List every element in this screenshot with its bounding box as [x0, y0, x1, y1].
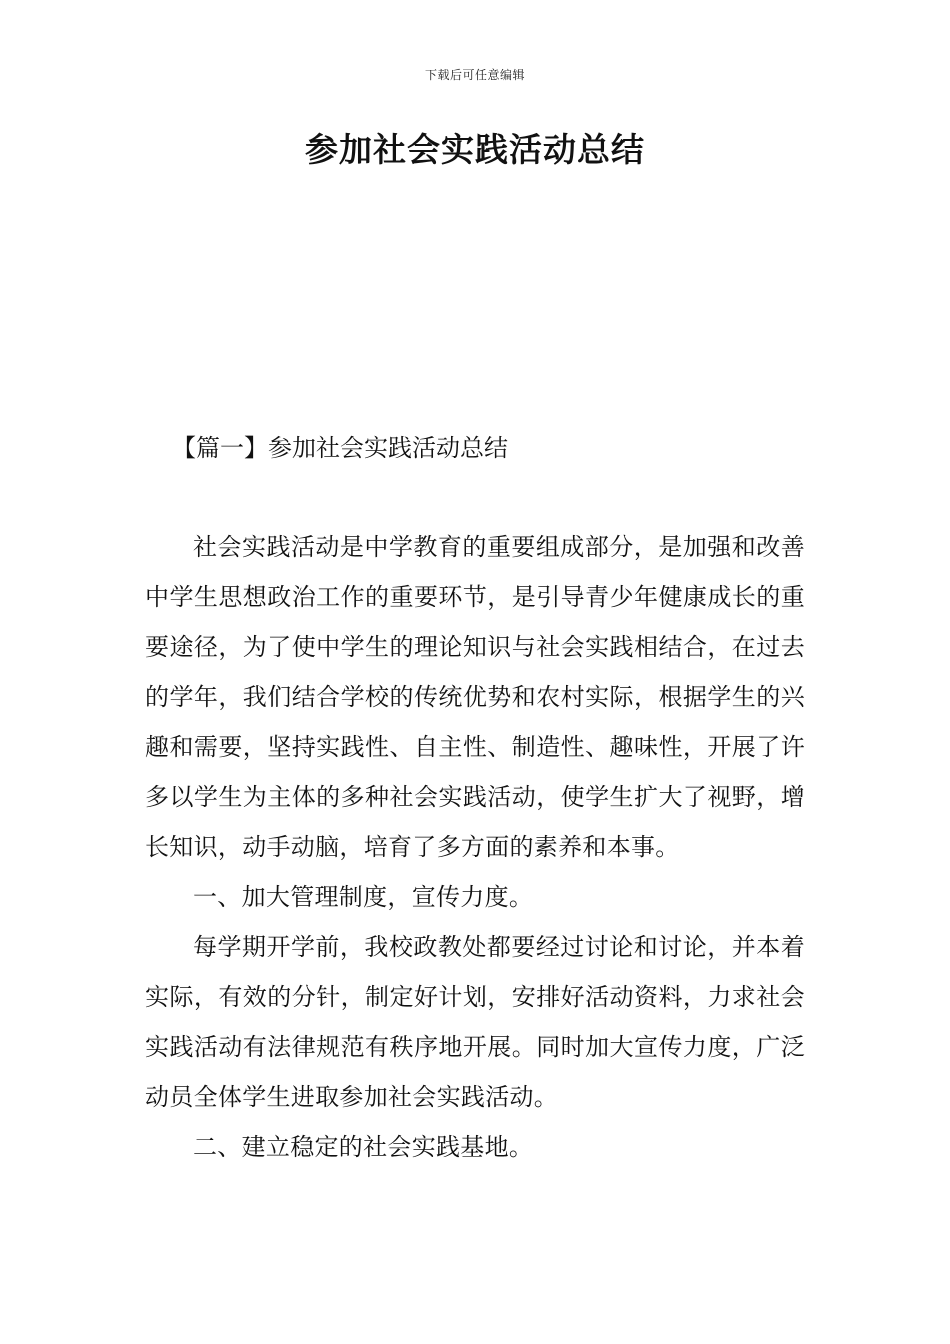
section-heading: 【篇一】参加社会实践活动总结 [172, 434, 508, 462]
body-text [145, 522, 805, 1172]
document-title: 参加社会实践活动总结 [305, 130, 645, 169]
paragraph-point-one-body: 每学期开学前，我校政教处都要经过讨论和讨论，并本着实际，有效的分针，制定好计划，安排好活动资料，力求社会实践活动有法律规范有秩序地开展。同时加大宣传力度，广泛动员全体学生进取参加社会实践活动。 [145, 933, 805, 1111]
paragraph-point-two-heading: 二、建立稳定的社会实践基地。 [193, 1133, 534, 1161]
paragraph-intro: 社会实践活动是中学教育的重要组成部分，是加强和改善中学生思想政治工作的重要环节，是引导青少年健康成长的重要途径，为了使中学生的理论知识与社会实践相结合，在过去的学年，我们结合学校的传统优势和农村实际，根据学生的兴趣和需要，坚持实践性、自主性、制造性、趣味性，开展了许多以学生为主体的多种社会实践活动，使学生扩大了视野，增长知识，动手动脑，培育了多方面的素养和本事。 [145, 533, 805, 861]
header-note: 下载后可任意编辑 [424, 68, 525, 82]
paragraph-point-one-heading: 一、加大管理制度，宣传力度。 [193, 883, 534, 911]
